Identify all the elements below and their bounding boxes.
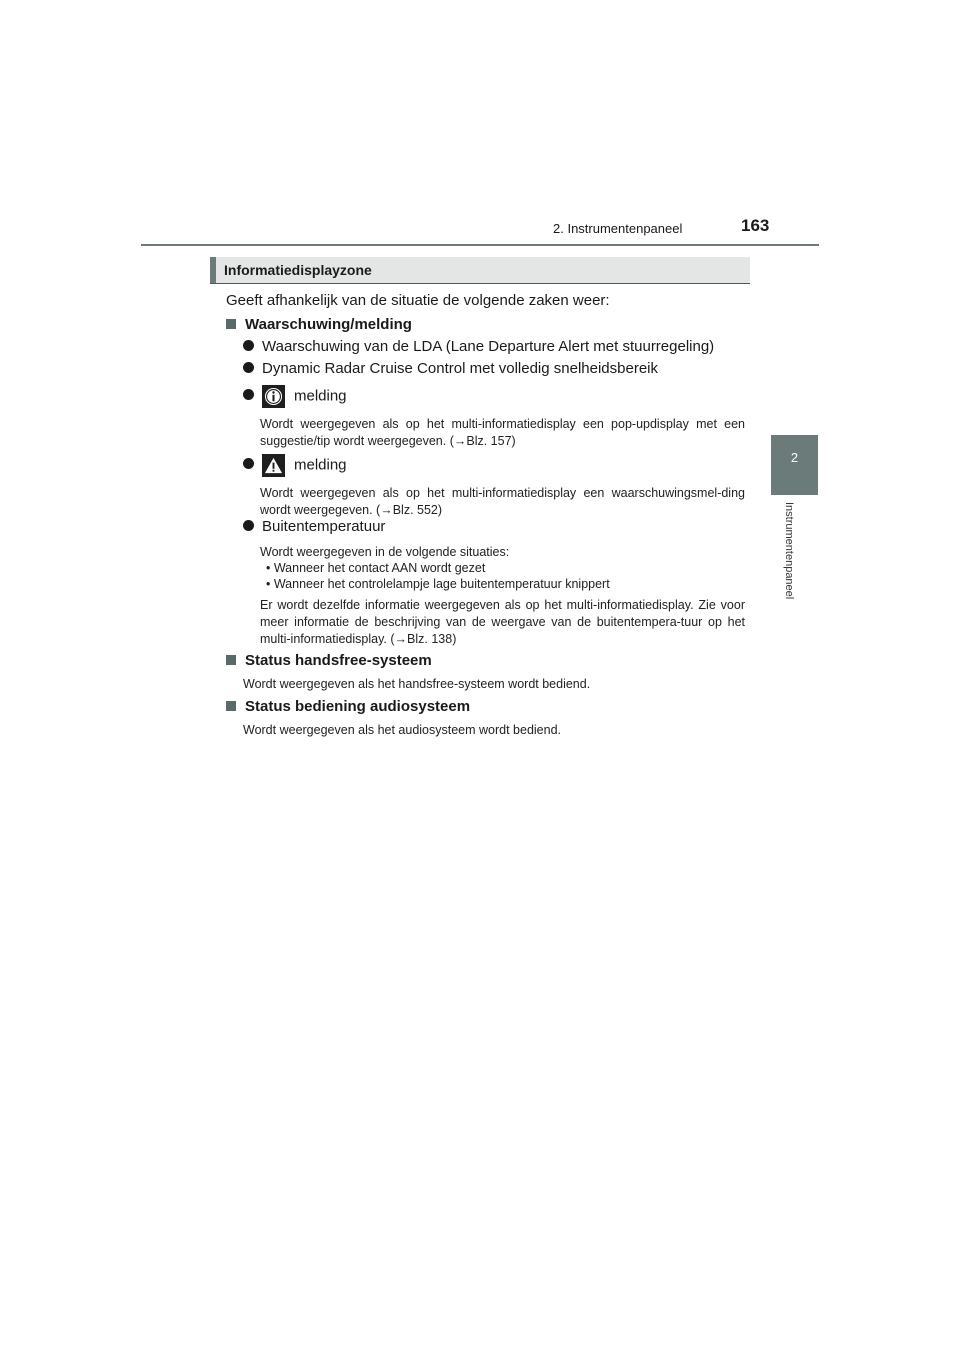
list-item-temperature bbox=[243, 518, 385, 535]
bullet-icon bbox=[243, 458, 254, 469]
handsfree-heading bbox=[226, 652, 432, 669]
warning-description: Wordt weergegeven als op het multi-informatiedisplay een waarschuwingsmel-ding wordt weergegeven. (→Blz. 552) bbox=[260, 486, 745, 517]
warning-heading bbox=[226, 316, 412, 333]
square-bullet-icon bbox=[226, 701, 236, 711]
temperature-intro: Wordt weergegeven in de volgende situaties: bbox=[260, 545, 510, 559]
warning-heading-text: Waarschuwing/melding bbox=[245, 316, 412, 333]
list-item-text: Dynamic Radar Cruise Control met volledig snelheidsbereik bbox=[262, 360, 659, 377]
list-item-info bbox=[243, 385, 347, 408]
page-number: 163 bbox=[741, 216, 770, 235]
bullet-icon bbox=[243, 520, 254, 531]
list-item-text: Buitentemperatuur bbox=[262, 518, 386, 535]
section-heading-bar bbox=[210, 257, 216, 283]
bullet-icon bbox=[243, 362, 254, 373]
temperature-condition-1: • Wanneer het contact AAN wordt gezet bbox=[266, 561, 486, 575]
warning-triangle-icon bbox=[262, 454, 285, 477]
header-divider bbox=[141, 244, 819, 246]
chapter-tab: 2 bbox=[771, 435, 818, 495]
bullet-icon bbox=[243, 389, 254, 400]
handsfree-heading-text: Status handsfree-systeem bbox=[245, 652, 432, 669]
audio-description: Wordt weergegeven als het audiosysteem wordt bediend. bbox=[243, 723, 562, 737]
chapter-tab-label: Instrumentenpaneel bbox=[783, 502, 795, 600]
section-heading bbox=[210, 257, 750, 284]
audio-heading-text: Status bediening audiosysteem bbox=[245, 698, 471, 715]
temperature-condition-2: • Wanneer het controlelampje lage buitentemperatuur knippert bbox=[266, 577, 610, 591]
handsfree-description: Wordt weergegeven als het handsfree-systeem wordt bediend. bbox=[243, 677, 591, 691]
square-bullet-icon bbox=[226, 655, 236, 665]
list-item-lda bbox=[243, 338, 714, 355]
bullet-icon bbox=[243, 340, 254, 351]
chapter-title: 2. Instrumentenpaneel bbox=[553, 221, 683, 236]
square-bullet-icon bbox=[226, 319, 236, 329]
list-item-text: Waarschuwing van de LDA (Lane Departure Alert met stuurregeling) bbox=[262, 338, 715, 355]
audio-heading bbox=[226, 698, 470, 715]
list-item-warning bbox=[243, 454, 347, 477]
section-intro: Geeft afhankelijk van de situatie de volgende zaken weer: bbox=[226, 292, 610, 309]
section-title: Informatiedisplayzone bbox=[224, 262, 372, 278]
info-description: Wordt weergegeven als op het multi-informatiedisplay een pop-updisplay met een suggestie/tip wordt weergegeven. (→Blz. 157) bbox=[260, 417, 745, 448]
list-item-text: melding bbox=[294, 387, 347, 405]
list-item-text: melding bbox=[294, 456, 347, 474]
info-icon bbox=[262, 385, 285, 408]
temperature-note: Er wordt dezelfde informatie weergegeven als op het multi-informatiedisplay. Zie voor meer informatie de beschrijving van de weergave van de buitentempera-tuur op het multi-informatiedisplay. (→Blz. 138) bbox=[260, 598, 745, 646]
list-item-radar bbox=[243, 360, 658, 377]
